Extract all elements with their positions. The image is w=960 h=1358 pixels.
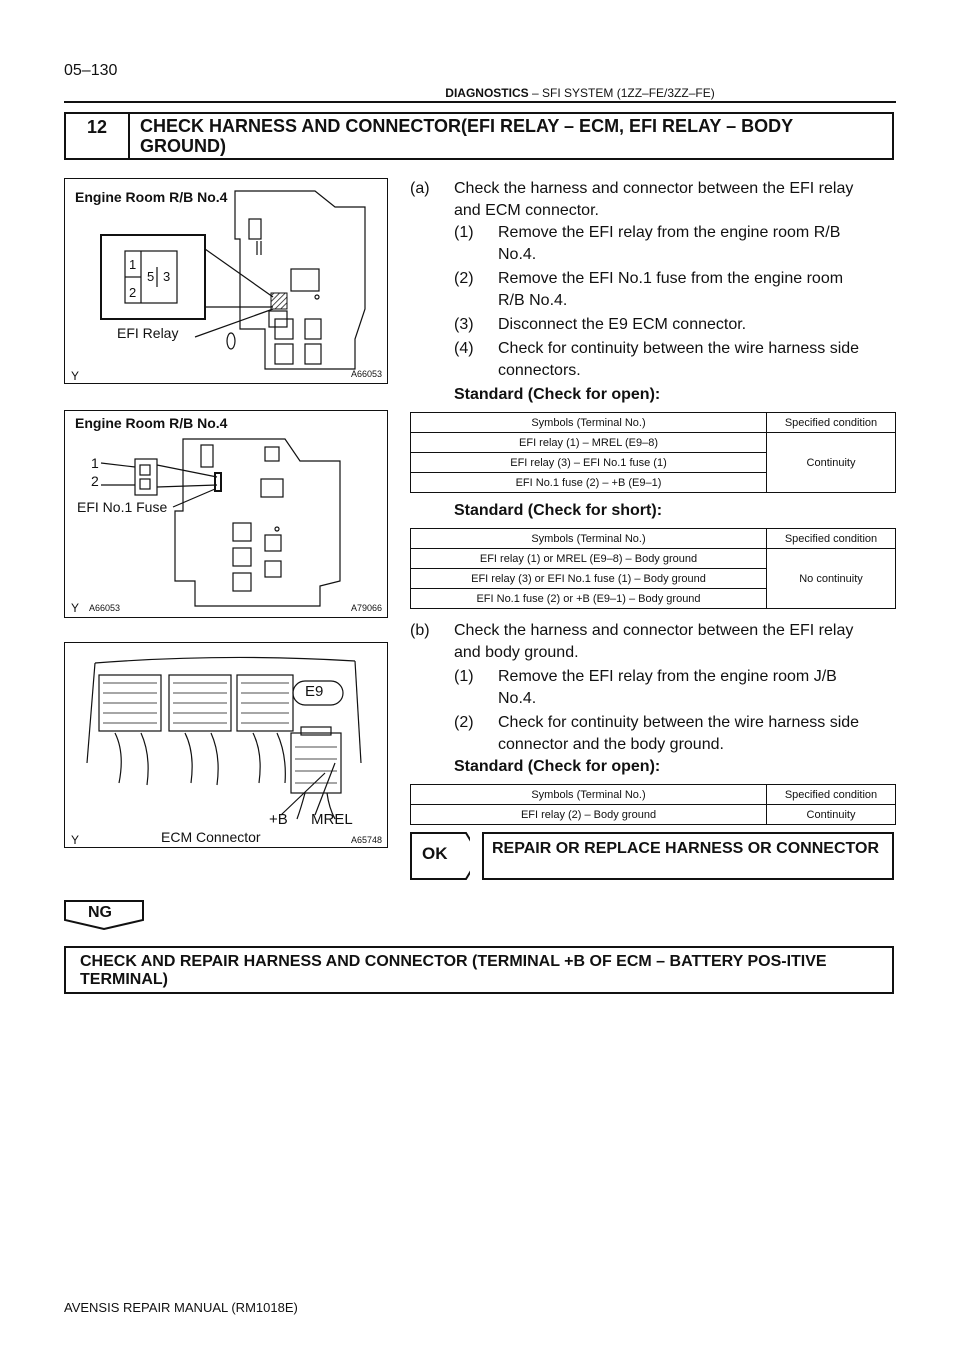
- figure-fuse-location: [64, 410, 388, 618]
- step-a1-text-1: Remove the EFI relay from the engine room R/B: [498, 224, 841, 241]
- efi-fuse-caption: EFI No.1 Fuse: [77, 499, 168, 515]
- figure-code: A79066: [351, 603, 383, 613]
- step-a4-num: (4): [454, 340, 474, 357]
- ng-action-box: [64, 946, 894, 994]
- table-cell: EFI relay (3) – EFI No.1 fuse (1): [411, 453, 767, 473]
- mrel-label: MREL: [311, 811, 353, 828]
- figure-code: A66053: [351, 369, 383, 379]
- step-b-label: (b): [410, 622, 430, 639]
- step-b2-text-2: connector and the body ground.: [498, 736, 724, 753]
- fuse-block-title: Engine Room R/B No.4: [75, 415, 228, 431]
- step-a1-num: (1): [454, 224, 474, 241]
- step-a2-text-2: R/B No.4.: [498, 292, 568, 309]
- table-short-check: [410, 528, 896, 609]
- pin-label: 2: [129, 285, 137, 300]
- fuse-pin-1: 1: [91, 455, 99, 471]
- table-header: Specified condition: [767, 413, 896, 433]
- table-header: Symbols (Terminal No.): [411, 413, 767, 433]
- table-header-row: [411, 529, 896, 549]
- step-a-text-2: and ECM connector.: [454, 202, 599, 219]
- figure-code-left: A66053: [89, 603, 121, 613]
- pin-label: 3: [163, 269, 171, 284]
- ok-action-text: REPAIR OR REPLACE HARNESS OR CONNECTOR: [482, 832, 894, 880]
- page-number: 05–130: [64, 62, 118, 79]
- figure-relay-location: [64, 178, 388, 384]
- table-header: Specified condition: [767, 529, 896, 549]
- step-a-text-1: Check the harness and connector between the EFI relay: [454, 180, 854, 197]
- table-cell: EFI relay (1) or MREL (E9–8) – Body ground: [411, 549, 767, 569]
- table-row: [411, 549, 896, 569]
- table-cell: EFI relay (1) – MREL (E9–8): [411, 433, 767, 453]
- figure-code: A65748: [351, 835, 383, 845]
- table-open-check-b: [410, 784, 896, 825]
- step-b-text-2: and body ground.: [454, 644, 579, 661]
- table-row: [411, 805, 896, 825]
- step-b1-text-2: No.4.: [498, 690, 537, 707]
- relay-block-drawing: [65, 179, 389, 385]
- step-b-text-1: Check the harness and connector between the EFI relay: [454, 622, 854, 639]
- standard-short-heading: Standard (Check for short):: [454, 502, 663, 519]
- e9-tag: E9: [305, 683, 324, 700]
- ecm-connector-caption: ECM Connector: [161, 829, 261, 845]
- running-header-dash: –: [531, 86, 539, 100]
- step-b1-text-1: Remove the EFI relay from the engine room J/B: [498, 668, 837, 685]
- running-header-subtitle: SFI SYSTEM (1ZZ–FE/3ZZ–FE): [542, 86, 715, 100]
- table-header: Symbols (Terminal No.): [411, 785, 767, 805]
- pin-label: 5: [147, 269, 155, 284]
- step-title: CHECK HARNESS AND CONNECTOR(EFI RELAY – ECM, EFI RELAY – BODY GROUND): [140, 116, 793, 156]
- y-mark: Y: [71, 601, 80, 615]
- table-cell: EFI relay (3) or EFI No.1 fuse (1) – Body ground: [411, 569, 767, 589]
- table-row: [411, 433, 896, 453]
- table-cell: EFI relay (2) – Body ground: [411, 805, 767, 825]
- step-number: 12: [66, 114, 130, 158]
- running-header-section: DIAGNOSTICS: [445, 86, 529, 100]
- ok-label: OK: [422, 844, 448, 863]
- ng-action-text: CHECK AND REPAIR HARNESS AND CONNECTOR (TERMINAL +B OF ECM – BATTERY POS-ITIVE TERMINAL): [80, 953, 827, 988]
- table-header: Symbols (Terminal No.): [411, 529, 767, 549]
- y-mark: Y: [71, 833, 80, 847]
- manual-footer: AVENSIS REPAIR MANUAL (RM1018E): [64, 1300, 298, 1315]
- step-b2-text-1: Check for continuity between the wire harness side: [498, 714, 860, 731]
- table-cell: EFI No.1 fuse (2) – +B (E9–1): [411, 473, 767, 493]
- efi-relay-caption: EFI Relay: [117, 325, 179, 341]
- step-a-label: (a): [410, 180, 430, 197]
- plus-b-label: +B: [269, 811, 288, 828]
- step-a3-num: (3): [454, 316, 474, 333]
- step-a4-text-2: connectors.: [498, 362, 581, 379]
- table-cell: EFI No.1 fuse (2) or +B (E9–1) – Body ground: [411, 589, 767, 609]
- running-header: [300, 86, 860, 100]
- header-rule: [64, 101, 896, 103]
- table-open-check: [410, 412, 896, 493]
- step-a4-text-1: Check for continuity between the wire harness side: [498, 340, 860, 357]
- step-b2-num: (2): [454, 714, 474, 731]
- table-cell-condition: No continuity: [767, 549, 896, 609]
- pin-label: 1: [129, 257, 137, 272]
- relay-block-title: Engine Room R/B No.4: [75, 189, 228, 205]
- standard-open-heading: Standard (Check for open):: [454, 386, 661, 403]
- ok-result-box: [410, 832, 896, 880]
- table-cell-condition: Continuity: [767, 805, 896, 825]
- table-cell-condition: Continuity: [767, 433, 896, 493]
- step-a1-text-2: No.4.: [498, 246, 537, 263]
- step-a2-text-1: Remove the EFI No.1 fuse from the engine room: [498, 270, 844, 287]
- step-b1-num: (1): [454, 668, 474, 685]
- step-a2-num: (2): [454, 270, 474, 287]
- figure-ecm-connector: [64, 642, 388, 848]
- ng-label: NG: [88, 904, 112, 921]
- table-header-row: [411, 413, 896, 433]
- fuse-block-drawing: [65, 411, 389, 619]
- step-a3-text: Disconnect the E9 ECM connector.: [498, 316, 747, 333]
- step-title-box: [64, 112, 894, 160]
- table-header: Specified condition: [767, 785, 896, 805]
- y-mark: Y: [71, 369, 80, 383]
- ng-result-marker: [64, 900, 142, 928]
- standard-open-b-heading: Standard (Check for open):: [454, 758, 661, 775]
- fuse-pin-2: 2: [91, 473, 99, 489]
- table-header-row: [411, 785, 896, 805]
